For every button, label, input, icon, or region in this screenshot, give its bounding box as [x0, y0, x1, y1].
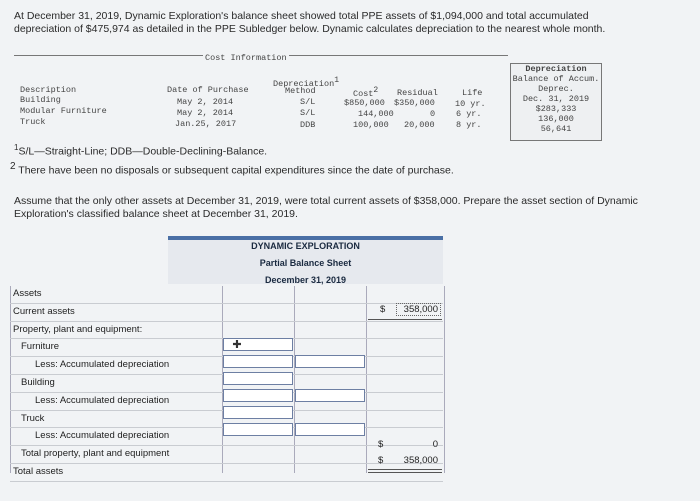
truck-accum-input[interactable] [223, 423, 293, 436]
row-assets: Assets [10, 286, 443, 304]
row-truck-date: Jan.25, 2017 [175, 119, 237, 129]
header-residual: Residual [397, 88, 438, 98]
total-assets-dollar: $ [378, 455, 384, 466]
row-furniture-life: 6 yr. [456, 109, 482, 119]
header-method: Depreciation1 [273, 76, 340, 89]
row-building: Building [10, 375, 443, 393]
row-truck-cost: 100,000 [353, 120, 389, 130]
intro-text [14, 10, 690, 36]
accum-dep-box [510, 63, 602, 141]
row-truck-residual: 20,000 [404, 120, 435, 130]
row-ppe: Property, plant and equipment: [10, 322, 443, 340]
header-method-2: Method [285, 86, 316, 96]
row-total-ppe: Total property, plant and equipment [10, 446, 443, 464]
row-furniture-accum: Less: Accumulated depreciation [10, 357, 443, 375]
statement-name: Partial Balance Sheet [259, 258, 352, 268]
row-building-method: S/L [300, 97, 316, 107]
current-assets-value: 358,000 [403, 304, 438, 315]
company-name: DYNAMIC EXPLORATION [251, 241, 360, 251]
row-truck: Truck [10, 411, 443, 429]
statement-date: December 31, 2019 [264, 275, 347, 285]
total-assets-double-underline [368, 469, 442, 473]
row-building-residual: $350,000 [394, 98, 435, 108]
row-furniture-residual: 0 [430, 109, 436, 119]
accum-dep-furniture: 136,000 [538, 114, 574, 124]
row-furniture-date: May 2, 2014 [177, 108, 234, 118]
row-furniture: Furniture [10, 339, 443, 357]
truck-cost-input[interactable] [223, 406, 293, 419]
assume-text [14, 195, 694, 221]
furniture-net-input[interactable] [295, 355, 365, 368]
accum-dep-building: $283,333 [535, 104, 577, 114]
header-cost: Cost2 [353, 86, 379, 99]
row-furniture-method: S/L [300, 108, 316, 118]
row-furniture-cost: 144,000 [358, 109, 394, 119]
header-description: Description [20, 85, 77, 95]
title-accent-bar [168, 236, 443, 240]
building-net-input[interactable] [295, 389, 365, 402]
row-truck-accum: Less: Accumulated depreciation [10, 428, 443, 446]
row-building-cost: $850,000 [344, 98, 385, 108]
row-building-date: May 2, 2014 [177, 97, 234, 107]
furniture-accum-input[interactable] [223, 355, 293, 368]
cost-information-title: Cost Information [205, 53, 287, 63]
header-life: Life [462, 88, 483, 98]
footnote-1: $^1$S/L—Straight-Line; DDB—Double-Declining-Balance. [14, 143, 268, 158]
accum-dep-date: Dec. 31, 2019 [522, 94, 590, 104]
truck-net-input[interactable] [295, 423, 365, 436]
row-furniture-desc: Modular Furniture [20, 106, 107, 116]
total-ppe-dollar: $ [378, 439, 384, 450]
assume-line-1: Assume that the only other assets at December 31, 2019, were total current assets of $358,000. Prepare the asset section of Dynamic [14, 195, 638, 207]
row-total-assets: Total assets [10, 464, 443, 482]
header-date: Date of Purchase [167, 85, 249, 95]
accum-dep-sub1: Balance of Accum. [512, 74, 600, 84]
row-truck-life: 8 yr. [456, 120, 482, 130]
row-building-accum: Less: Accumulated depreciation [10, 393, 443, 411]
assume-line-2: Exploration's classified balance sheet at December 31, 2019. [14, 208, 298, 220]
row-building-life: 10 yr. [455, 99, 486, 109]
row-truck-desc: Truck [20, 117, 46, 127]
row-current-assets: Current assets [10, 304, 443, 322]
building-accum-input[interactable] [223, 389, 293, 402]
current-assets-dollar: $ [380, 304, 386, 315]
total-assets-value: 358,000 [403, 455, 438, 466]
accum-dep-truck: 56,641 [540, 124, 572, 134]
cursor-plus-icon: ✚ [232, 339, 242, 351]
balance-sheet-title [168, 236, 443, 284]
accum-dep-title: Depreciation [525, 64, 587, 74]
intro-line-1: At December 31, 2019, Dynamic Exploration's balance sheet showed total PPE assets of $1,094,000 and total accumulated [14, 10, 589, 22]
accum-dep-sub2: Deprec. [538, 84, 574, 94]
footnote-2: 2 There have been no disposals or subsequent capital expenditures since the date of purchase. [10, 161, 454, 177]
total-ppe-value: 0 [432, 439, 438, 450]
building-cost-input[interactable] [223, 372, 293, 385]
row-truck-method: DDB [300, 120, 316, 130]
current-assets-underline [368, 319, 442, 320]
intro-line-2: depreciation of $475,974 as detailed in the PPE Subledger below. Dynamic calculates depreciation to the nearest whole month. [14, 23, 606, 35]
row-building-desc: Building [20, 95, 61, 105]
